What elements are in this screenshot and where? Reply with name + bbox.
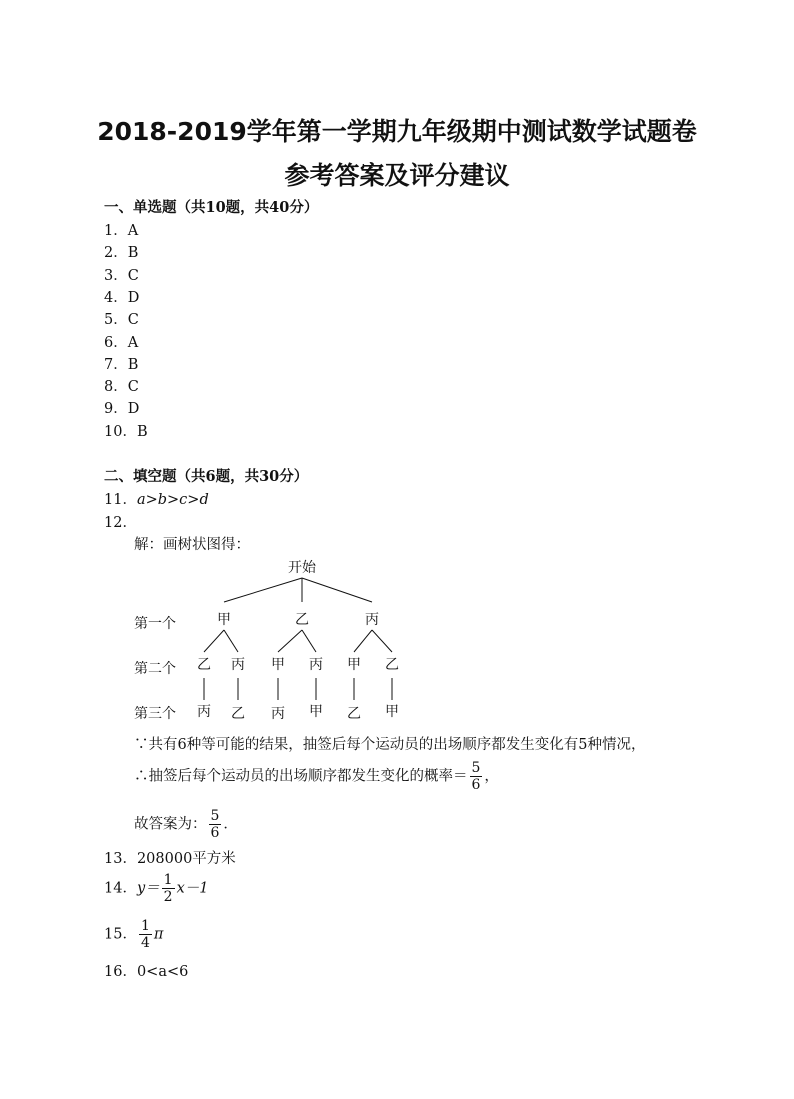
tree-l3-node: 甲 — [385, 704, 399, 720]
answer-16: 16．0<a<6 — [104, 964, 189, 980]
row-label-1: 第一个 — [134, 616, 176, 632]
answer-11-value: a>b>c>d — [136, 492, 209, 508]
row-label-3: 第三个 — [134, 706, 176, 721]
answer-1: 1．A — [104, 223, 139, 239]
answer-12-number: 12． — [104, 515, 137, 531]
tree-l2-node: 乙 — [385, 657, 399, 673]
section-single-choice-heading: 一、单选题（共10题，共40分） — [104, 199, 319, 216]
tree-l2-node: 甲 — [347, 657, 361, 673]
tree-root: 开始 — [288, 560, 316, 576]
tree-l3-node: 乙 — [231, 706, 245, 721]
tree-l3-node: 乙 — [347, 706, 361, 721]
answer-7: 7．B — [104, 356, 139, 373]
answer-14: 14．y＝ $\frac{1}{2}$ x－1 — [104, 872, 209, 905]
answer-12-final: 故答案为： $\frac{5}{6}$ ． — [134, 808, 238, 841]
tree-l2-node: 乙 — [197, 657, 211, 673]
answer-5: 5．C — [104, 312, 139, 329]
tree-l3-node: 丙 — [271, 706, 285, 721]
answer-13: 13．208000平方米 — [104, 851, 236, 867]
answer-fraction: $\frac{5}{6}$ — [210, 808, 220, 841]
answer-6: 6．A — [104, 334, 139, 351]
answer-9: 9．D — [104, 401, 140, 418]
row-label-2: 第二个 — [134, 661, 176, 677]
tree-l3-node: 丙 — [197, 704, 211, 720]
answer-8: 8．C — [104, 379, 139, 396]
pi-coefficient-fraction: $\frac{1}{4}$ — [140, 918, 150, 951]
tree-l1-node: 乙 — [295, 612, 309, 628]
tree-l1-node: 甲 — [217, 612, 231, 628]
probability-tree-diagram — [132, 556, 432, 721]
tree-l2-node: 甲 — [271, 657, 285, 673]
answer-3: 3．C — [104, 267, 139, 284]
tree-l2-node: 丙 — [231, 657, 245, 673]
answer-4: 4．D — [104, 289, 140, 306]
document-subtitle: 参考答案及评分建议 — [284, 161, 510, 190]
answer-12-reason: ∵共有6种等可能的结果，抽签后每个运动员的出场顺序都发生变化有5种情况， — [134, 737, 646, 753]
tree-l2-node: 丙 — [309, 657, 323, 673]
document-title: 2018-2019学年第一学期九年级期中测试数学试题卷 — [97, 117, 697, 146]
tree-l1-node: 丙 — [365, 612, 379, 628]
answer-15: 15． $\frac{1}{4}$ π — [104, 918, 164, 951]
answer-11: 11．a>b>c>d — [104, 492, 209, 508]
answer-12-probability: ∴抽签后每个运动员的出场顺序都发生变化的概率＝ $\frac{5}{6}$ ， — [134, 760, 499, 793]
probability-fraction: $\frac{5}{6}$ — [471, 760, 481, 793]
answer-2: 2．B — [104, 245, 139, 262]
tree-l3-node: 甲 — [309, 704, 323, 720]
section-fill-blank-heading: 二、填空题（共6题，共30分） — [104, 468, 309, 485]
answer-10: 10．B — [104, 423, 148, 440]
answer-12-intro: 解：画树状图得： — [134, 537, 250, 553]
slope-fraction: $\frac{1}{2}$ — [163, 872, 173, 905]
